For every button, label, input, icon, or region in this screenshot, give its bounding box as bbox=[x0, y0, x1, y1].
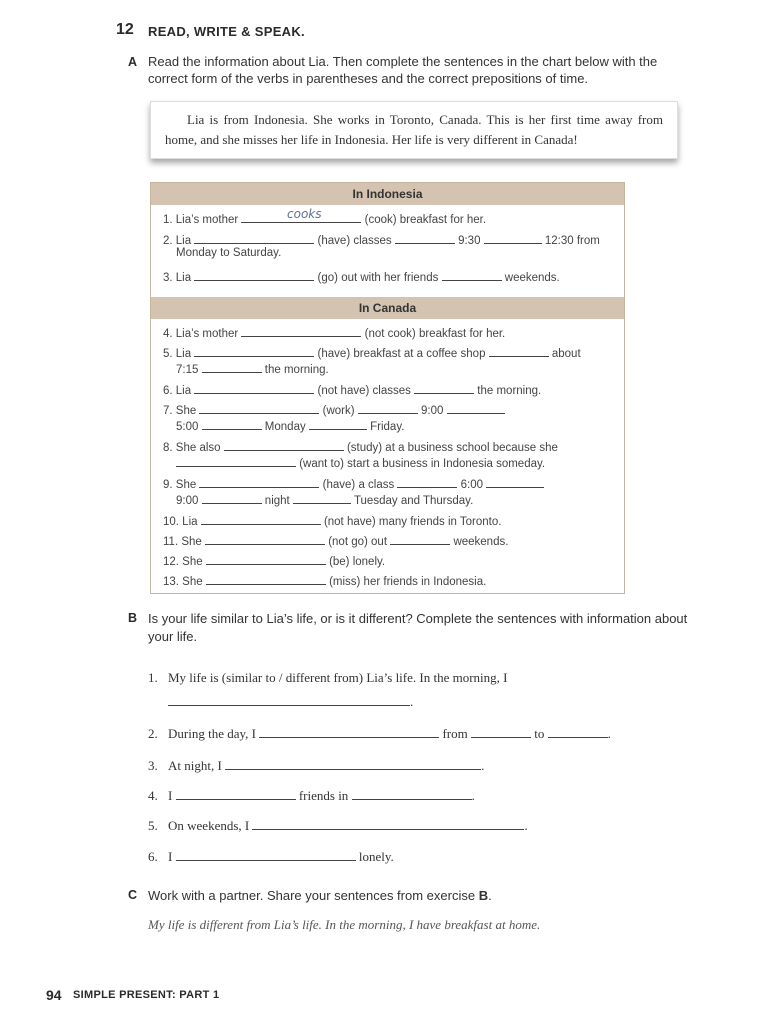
answer-blank[interactable] bbox=[352, 788, 472, 800]
chart-item-9-cont: 9:00 night Tuesday and Thursday. bbox=[176, 492, 473, 507]
answer-blank[interactable] bbox=[194, 382, 314, 394]
answer-blank[interactable] bbox=[259, 726, 439, 738]
chart-item-7: 7. She (work) 9:00 bbox=[163, 402, 505, 417]
section-c-instruction: Work with a partner. Share your sentences from exercise B. bbox=[148, 888, 492, 903]
answer-blank[interactable] bbox=[395, 232, 455, 244]
chart-item-5-cont: 7:15 the morning. bbox=[176, 361, 329, 376]
answer-blank[interactable] bbox=[397, 476, 457, 488]
answer-blank[interactable] bbox=[206, 573, 326, 585]
answer-blank[interactable] bbox=[486, 476, 544, 488]
reading-text: Lia is from Indonesia. She works in Toronto, Canada. This is her first time away from home, and she misses her life in Indonesia. Her life is very different in Canada! bbox=[165, 112, 663, 147]
personal-sentence-1: 1. My life is (similar to / different from) Lia’s life. In the morning, I bbox=[148, 670, 508, 685]
chart-item-2-cont: Monday to Saturday. bbox=[176, 247, 282, 259]
section-b-instruction-line2: your life. bbox=[148, 629, 198, 644]
chart-header-indonesia: In Indonesia bbox=[151, 183, 624, 205]
answer-blank[interactable] bbox=[224, 439, 344, 451]
answer-blank[interactable] bbox=[199, 402, 319, 414]
answer-blank[interactable] bbox=[201, 513, 321, 525]
chapter-title: SIMPLE PRESENT: PART 1 bbox=[73, 989, 220, 1001]
answer-blank[interactable] bbox=[293, 492, 351, 504]
reading-box bbox=[150, 101, 678, 159]
section-a-instruction-line1: Read the information about Lia. Then complete the sentences in the chart below with the bbox=[148, 54, 658, 69]
answer-blank[interactable] bbox=[176, 455, 296, 467]
chart-item-3: 3. Lia (go) out with her friends weekends. bbox=[163, 269, 560, 284]
personal-sentence-4: 4. I friends in . bbox=[148, 788, 475, 803]
answer-blank[interactable] bbox=[168, 694, 410, 706]
answer-blank[interactable] bbox=[176, 849, 356, 861]
answer-blank[interactable] bbox=[241, 325, 361, 337]
section-c-letter: C bbox=[128, 888, 138, 902]
chart-item-13: 13. She (miss) her friends in Indonesia. bbox=[163, 573, 486, 588]
page-number: 94 bbox=[46, 987, 62, 1003]
answer-blank[interactable] bbox=[202, 418, 262, 430]
chart-item-10: 10. Lia (not have) many friends in Toronto. bbox=[163, 513, 501, 528]
answer-blank[interactable] bbox=[194, 269, 314, 281]
personal-sentence-1-cont: . bbox=[168, 694, 413, 710]
chart-item-9: 9. She (have) a class 6:00 bbox=[163, 476, 544, 491]
answer-blank[interactable] bbox=[390, 533, 450, 545]
exercise-title: READ, WRITE & SPEAK. bbox=[148, 24, 305, 39]
personal-sentence-6: 6. I lonely. bbox=[148, 849, 394, 864]
answer-blank[interactable] bbox=[225, 758, 481, 770]
example-answer: cooks bbox=[287, 207, 322, 221]
answer-blank[interactable] bbox=[202, 492, 262, 504]
chart-item-4: 4. Lia’s mother (not cook) breakfast for her. bbox=[163, 325, 505, 340]
answer-blank[interactable] bbox=[202, 361, 262, 373]
answer-blank[interactable] bbox=[471, 726, 531, 738]
chart-item-1: 1. Lia’s mother (cook) breakfast for her. bbox=[163, 211, 486, 226]
chart-item-2: 2. Lia (have) classes 9:30 12:30 from bbox=[163, 232, 600, 247]
answer-blank[interactable] bbox=[414, 382, 474, 394]
answer-blank[interactable] bbox=[205, 533, 325, 545]
chart-item-8: 8. She also (study) at a business school because she bbox=[163, 439, 558, 454]
exercise-number: 12 bbox=[116, 21, 134, 38]
section-a-letter: A bbox=[128, 55, 138, 69]
chart-item-5: 5. Lia (have) breakfast at a coffee shop about bbox=[163, 345, 581, 360]
chart-header-canada: In Canada bbox=[151, 297, 624, 319]
answer-blank[interactable] bbox=[199, 476, 319, 488]
answer-blank[interactable] bbox=[358, 402, 418, 414]
answer-blank[interactable] bbox=[252, 818, 524, 830]
model-sentence: My life is different from Lia’s life. In the morning, I have breakfast at home. bbox=[148, 917, 541, 932]
chart-item-12: 12. She (be) lonely. bbox=[163, 553, 385, 568]
answer-blank[interactable] bbox=[176, 788, 296, 800]
answer-blank[interactable] bbox=[484, 232, 542, 244]
answer-blank[interactable] bbox=[548, 726, 608, 738]
personal-sentence-2: 2. During the day, I from to . bbox=[148, 726, 611, 741]
section-a-instruction-line2: correct form of the verbs in parentheses and the correct prepositions of time. bbox=[148, 71, 589, 86]
answer-blank[interactable] bbox=[447, 402, 505, 414]
section-b-instruction-line1: Is your life similar to Lia’s life, or is it different? Complete the sentences with information about bbox=[148, 611, 688, 626]
answer-blank[interactable] bbox=[489, 345, 549, 357]
grammar-chart bbox=[150, 182, 625, 594]
chart-item-7-cont: 5:00 Monday Friday. bbox=[176, 418, 404, 433]
section-b-letter: B bbox=[128, 611, 138, 625]
answer-blank[interactable] bbox=[309, 418, 367, 430]
personal-sentence-5: 5. On weekends, I . bbox=[148, 818, 528, 833]
chart-item-8-cont: (want to) start a business in Indonesia someday. bbox=[176, 455, 545, 470]
chart-item-6: 6. Lia (not have) classes the morning. bbox=[163, 382, 541, 397]
personal-sentence-3: 3. At night, I . bbox=[148, 758, 485, 773]
answer-blank[interactable] bbox=[194, 232, 314, 244]
answer-blank[interactable] bbox=[194, 345, 314, 357]
answer-blank[interactable] bbox=[442, 269, 502, 281]
chart-item-11: 11. She (not go) out weekends. bbox=[163, 533, 508, 548]
answer-blank[interactable] bbox=[206, 553, 326, 565]
